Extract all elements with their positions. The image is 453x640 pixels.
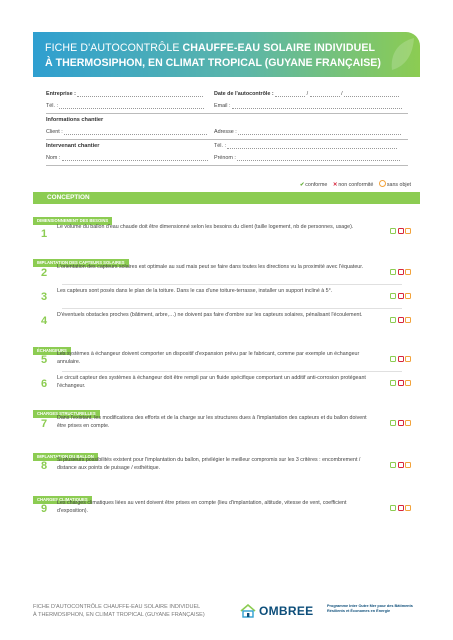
circle-icon [379,180,386,187]
group-header: IMPLANTATION DU BALLON [33,445,420,463]
sansobjet-checkbox[interactable] [405,462,411,468]
nonconforme-checkbox[interactable] [398,228,404,234]
sansobjet-checkbox[interactable] [405,420,411,426]
intervenant-heading: Intervenant chantier [46,143,100,149]
page-title: FICHE D'AUTOCONTRÔLE CHAUFFE-EAU SOLAIRE INDIVIDUEL [45,42,376,54]
programme-label: Programme Inter Outre Mer pour des Bâtiments Résilients et Économes en Énergie [327,604,413,614]
nonconforme-checkbox[interactable] [398,420,404,426]
nonconforme-checkbox[interactable] [398,505,404,511]
nom-field[interactable]: Nom : [46,155,208,161]
sansobjet-checkbox[interactable] [405,293,411,299]
group-header: IMPLANTATION DES CAPTEURS SOLAIRES [33,251,420,269]
ombree-logo: OMBREE [240,604,313,618]
nonconforme-checkbox[interactable] [398,462,404,468]
tel-field[interactable]: Tél. : [46,103,204,109]
divider [62,371,402,372]
legend: ✔conforme ✕non conformité sans objet [299,182,411,188]
entreprise-field[interactable]: Entreprise : [46,91,203,97]
check-icon: ✔ [299,182,305,188]
group-header: CHARGES STRUCTURELLES [33,402,420,420]
informations-chantier-heading: Informations chantier [46,117,104,123]
page-title-line2: À THERMOSIPHON, EN CLIMAT TROPICAL (GUYANE FRANÇAISE) [45,57,381,69]
conforme-checkbox[interactable] [390,228,396,234]
conforme-checkbox[interactable] [390,356,396,362]
sansobjet-checkbox[interactable] [405,380,411,386]
client-field[interactable]: Client : [46,129,207,135]
conforme-checkbox[interactable] [390,269,396,275]
divider [46,165,408,166]
conforme-checkbox[interactable] [390,380,396,386]
section-conception: CONCEPTION [33,192,420,204]
leaf-icon [386,36,416,72]
house-icon [240,604,256,618]
sansobjet-checkbox[interactable] [405,269,411,275]
nonconforme-checkbox[interactable] [398,269,404,275]
conforme-checkbox[interactable] [390,420,396,426]
group-header: DIMENSIONNEMENT DES BESOINS [33,209,420,227]
cross-icon: ✕ [332,182,338,188]
conforme-checkbox[interactable] [390,317,396,323]
footer-title: FICHE D'AUTOCONTRÔLE CHAUFFE-EAU SOLAIRE INDIVIDUEL À THERMOSIPHON, EN CLIMAT TROPICAL (GUYANE FRANÇAISE) [33,604,205,618]
divider [46,113,408,114]
prenom-field[interactable]: Prénom : [214,155,400,161]
divider [62,308,402,309]
sansobjet-checkbox[interactable] [405,356,411,362]
email-field[interactable]: Email : [214,103,402,109]
conforme-checkbox[interactable] [390,293,396,299]
nonconforme-checkbox[interactable] [398,317,404,323]
conforme-checkbox[interactable] [390,462,396,468]
nonconforme-checkbox[interactable] [398,356,404,362]
adresse-field[interactable]: Adresse : [214,129,401,135]
title-banner [33,32,420,77]
sansobjet-checkbox[interactable] [405,505,411,511]
sansobjet-checkbox[interactable] [405,228,411,234]
divider [46,139,408,140]
tel2-field[interactable]: Tél. : [214,143,397,149]
nonconforme-checkbox[interactable] [398,293,404,299]
nonconforme-checkbox[interactable] [398,380,404,386]
date-field[interactable]: Date de l'autocontrôle : / / [214,91,399,97]
group-header: CHARGES CLIMATIQUES [33,488,420,506]
divider [62,284,402,285]
sansobjet-checkbox[interactable] [405,317,411,323]
group-header: ÉCHANGEURS [33,339,420,357]
conforme-checkbox[interactable] [390,505,396,511]
